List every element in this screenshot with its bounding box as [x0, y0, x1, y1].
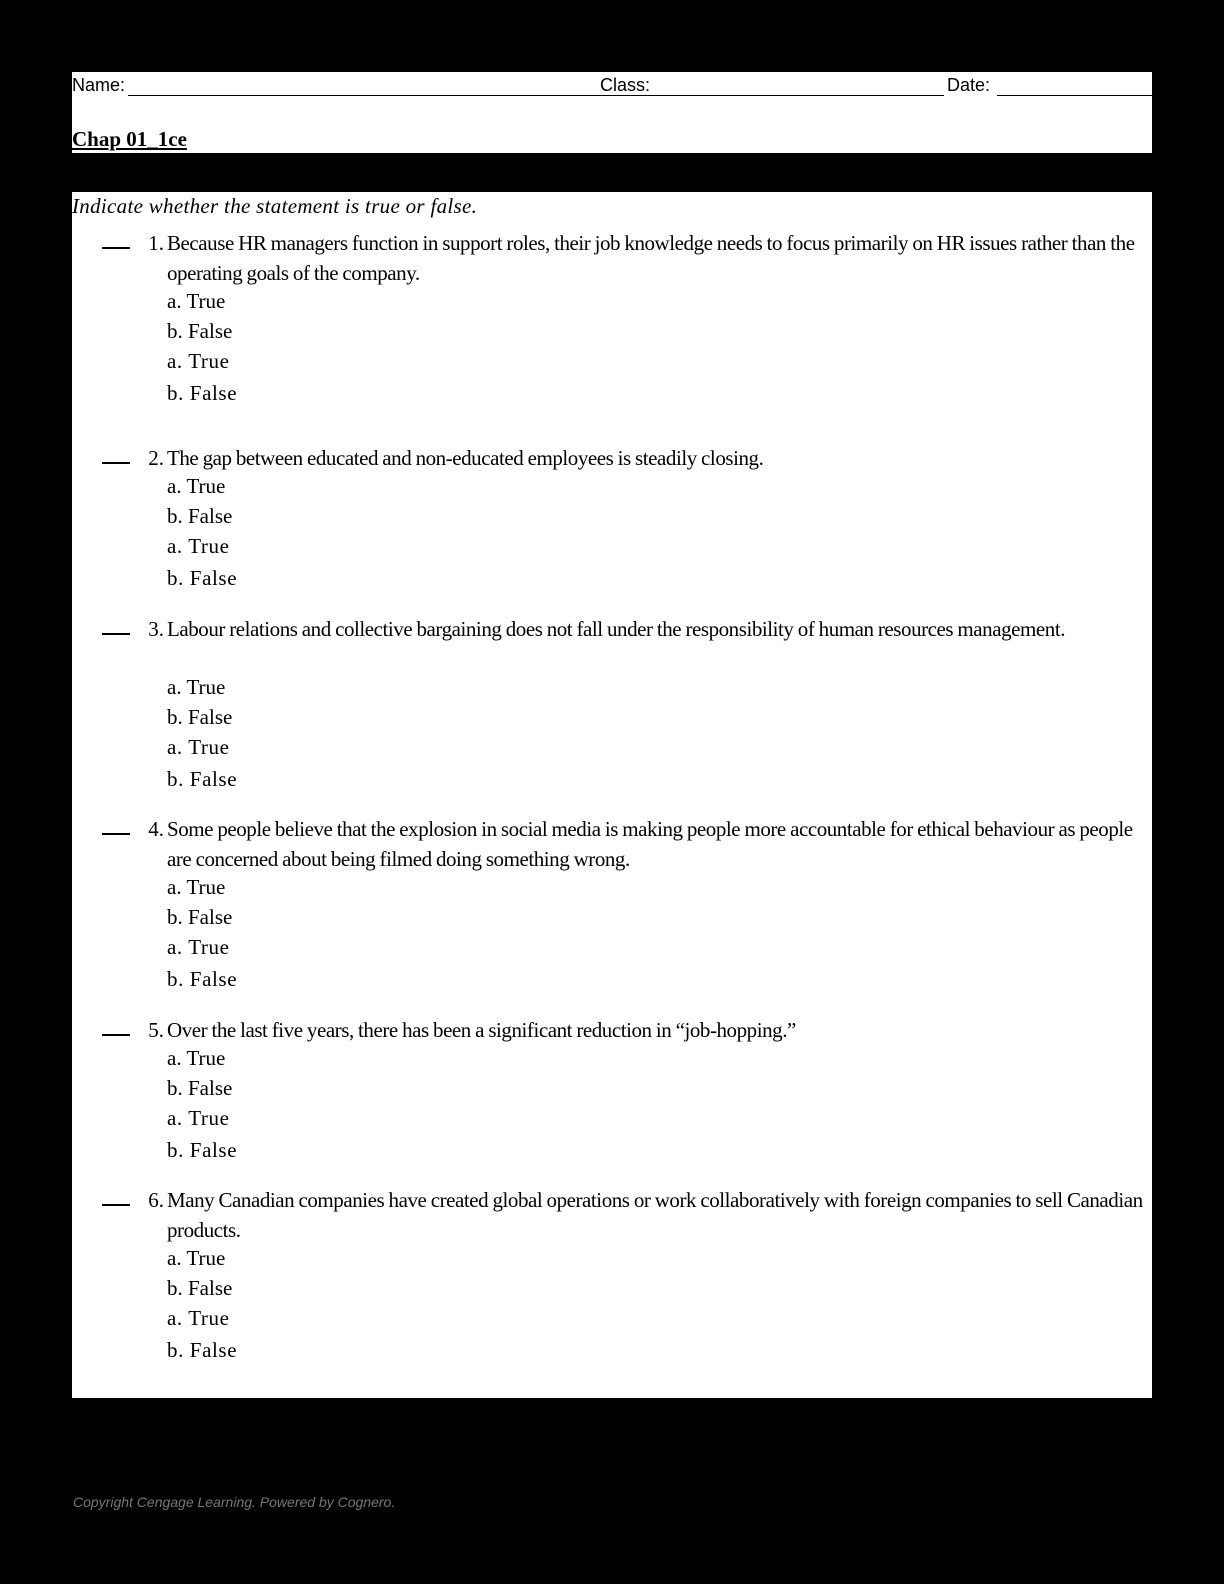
question-text: The gap between educated and non-educated employees is steadily closing. — [167, 446, 764, 470]
option-true[interactable]: a. True — [167, 289, 226, 313]
option-true[interactable]: a. True — [167, 1246, 226, 1270]
question-text: Labour relations and collective bargaining does not fall under the responsibility of human resources management. — [167, 617, 1066, 641]
question-number: 2. — [148, 446, 164, 470]
question-text: Many Canadian companies have created global operations or work collaboratively with foreign companies to sell Canadian products. — [167, 1188, 1143, 1242]
option-true[interactable]: a. True — [167, 1106, 230, 1130]
class-field-line[interactable] — [656, 95, 944, 96]
option-false[interactable]: b. False — [167, 967, 238, 991]
date-field-line[interactable] — [997, 95, 1152, 96]
option-false[interactable]: b. False — [167, 566, 238, 590]
option-false[interactable]: b. False — [167, 905, 233, 929]
question-number: 6. — [148, 1188, 164, 1212]
option-true[interactable]: a. True — [167, 1306, 230, 1330]
instructions: Indicate whether the statement is true or false. — [72, 194, 478, 218]
option-false[interactable]: b. False — [167, 1138, 238, 1162]
option-false[interactable]: b. False — [167, 1276, 233, 1300]
question-number: 1. — [148, 231, 164, 255]
option-true[interactable]: a. True — [167, 935, 230, 959]
student-info-fields — [72, 74, 1152, 98]
question-text: Because HR managers function in support roles, their job knowledge needs to focus primarily on HR issues rather than the operating goals of the company. — [167, 231, 1135, 285]
name-label: Name: — [72, 75, 126, 95]
question-text: Over the last five years, there has been a significant reduction in “job-hopping.” — [167, 1018, 796, 1042]
question-text: Some people believe that the explosion in social media is making people more accountable for ethical behaviour as people are concerned about being filmed doing something wrong. — [167, 817, 1133, 871]
answer-blank[interactable] — [102, 1034, 130, 1036]
option-true[interactable]: a. True — [167, 1046, 226, 1070]
answer-blank[interactable] — [102, 462, 130, 464]
option-false[interactable]: b. False — [167, 705, 233, 729]
option-false[interactable]: b. False — [167, 381, 238, 405]
question-number: 4. — [148, 817, 164, 841]
option-false[interactable]: b. False — [167, 767, 238, 791]
option-false[interactable]: b. False — [167, 504, 233, 528]
question-number: 3. — [148, 617, 164, 641]
date-label: Date: — [947, 75, 991, 95]
chapter-title: Chap 01_1ce — [72, 127, 187, 151]
class-label: Class: — [600, 75, 651, 95]
answer-blank[interactable] — [102, 247, 130, 249]
name-field-line[interactable] — [128, 95, 666, 96]
option-true[interactable]: a. True — [167, 675, 226, 699]
questions-panel — [72, 192, 1152, 1398]
option-true[interactable]: a. True — [167, 875, 226, 899]
option-false[interactable]: b. False — [167, 319, 233, 343]
copyright-footer: Copyright Cengage Learning. Powered by Cognero. — [73, 1494, 396, 1510]
option-true[interactable]: a. True — [167, 474, 226, 498]
option-true[interactable]: a. True — [167, 534, 230, 558]
answer-blank[interactable] — [102, 633, 130, 635]
answer-blank[interactable] — [102, 833, 130, 835]
option-true[interactable]: a. True — [167, 349, 230, 373]
option-false[interactable]: b. False — [167, 1076, 233, 1100]
answer-blank[interactable] — [102, 1204, 130, 1206]
header-box — [72, 72, 1152, 153]
option-true[interactable]: a. True — [167, 735, 230, 759]
question-number: 5. — [148, 1018, 164, 1042]
option-false[interactable]: b. False — [167, 1338, 238, 1362]
